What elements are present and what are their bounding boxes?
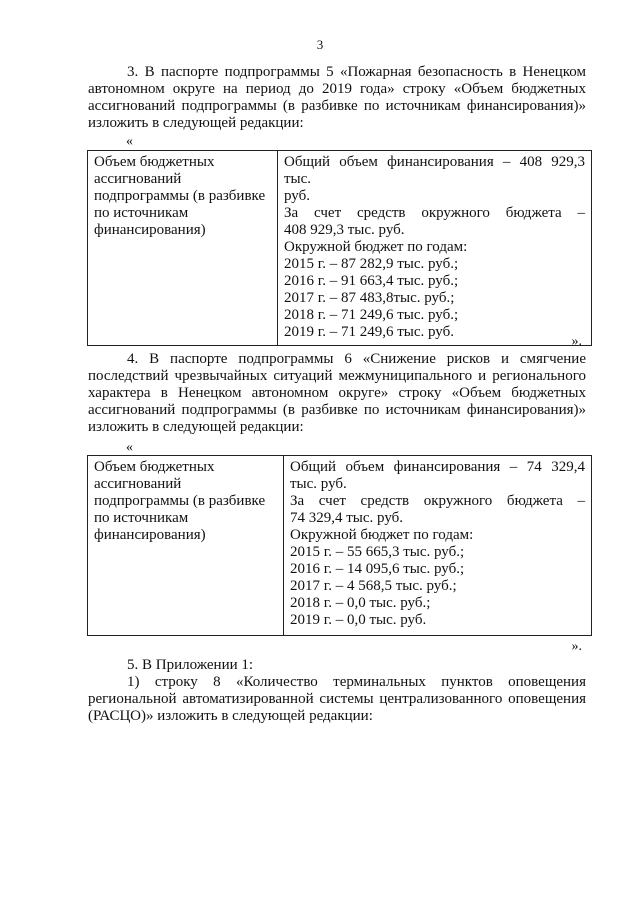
item-4-year-2018: 2018 г. – 0,0 тыс. руб.;: [290, 595, 431, 611]
item-3-by-years: Окружной бюджет по годам:: [284, 239, 468, 255]
item-3-table-right-cell: [278, 151, 592, 346]
item-5-heading: 5. В Приложении 1:: [127, 657, 254, 673]
item-4-total-line-2: тыс. руб.: [290, 476, 347, 492]
item-3-district-line-1: За счет средств окружного бюджета –: [284, 205, 585, 221]
item-3-year-2019: 2019 г. – 71 249,6 тыс. руб.: [284, 324, 454, 340]
item-4-year-2017: 2017 г. – 4 568,5 тыс. руб.;: [290, 578, 457, 594]
item-4-close-quote: ».: [571, 639, 582, 654]
item-4-table-left-cell: Объем бюджетных ассигнований подпрограммы (в разбивке по источникам финансирования): [88, 456, 284, 636]
item-3-year-2015: 2015 г. – 87 282,9 тыс. руб.;: [284, 256, 459, 272]
item-4-year-2015: 2015 г. – 55 665,3 тыс. руб.;: [290, 544, 465, 560]
item-4-year-2016: 2016 г. – 14 095,6 тыс. руб.;: [290, 561, 465, 577]
item-4-year-2019: 2019 г. – 0,0 тыс. руб.: [290, 612, 427, 628]
item-4-district-line-1: За счет средств окружного бюджета –: [290, 493, 585, 509]
item-4-district-line-2: 74 329,4 тыс. руб.: [290, 510, 404, 526]
item-3-total-line-1: Общий объем финансирования – 408 929,3 тыс.: [284, 154, 585, 187]
item-4-total-line-1: Общий объем финансирования – 74 329,4: [290, 459, 585, 475]
item-5-sub-1-paragraph: 1) строку 8 «Количество терминальных пунктов оповещения региональной автоматизированной системы централизованного оповещения (РАСЦО)» изложить в следующей редакции:: [88, 674, 586, 724]
item-4-table: [87, 455, 592, 636]
item-3-district-line-2: 408 929,3 тыс. руб.: [284, 222, 405, 238]
item-3-table: [87, 150, 592, 346]
item-3-open-quote: «: [126, 134, 133, 149]
item-4-by-years: Окружной бюджет по годам:: [290, 527, 474, 543]
item-3-year-2016: 2016 г. – 91 663,4 тыс. руб.;: [284, 273, 459, 289]
item-4-table-right-cell: [284, 456, 592, 636]
item-3-paragraph: 3. В паспорте подпрограммы 5 «Пожарная безопасность в Ненецком автономном округе на период до 2019 года» строку «Объем бюджетных ассигнований подпрограммы (в разбивке по источникам финансирования)» изложить в следующей редакции:: [88, 64, 586, 131]
item-3-year-2017: 2017 г. – 87 483,8тыс. руб.;: [284, 290, 455, 306]
item-4-open-quote: «: [126, 440, 133, 455]
item-3-table-left-cell: Объем бюджетных ассигнований подпрограммы (в разбивке по источникам финансирования): [88, 151, 278, 346]
item-4-paragraph: 4. В паспорте подпрограммы 6 «Снижение рисков и смягчение последствий чрезвычайных ситуаций межмуниципального и регионального характера в Ненецком автономном округе» строку «Объем бюджетных ассигнований подпрограммы (в разбивке по источникам финансирования)» изложить в следующей редакции:: [88, 351, 586, 435]
item-3-year-2018: 2018 г. – 71 249,6 тыс. руб.;: [284, 307, 459, 323]
item-3-close-quote: ».: [571, 334, 582, 349]
page-number: 3: [316, 37, 324, 52]
item-3-total-line-2: руб.: [284, 188, 310, 204]
